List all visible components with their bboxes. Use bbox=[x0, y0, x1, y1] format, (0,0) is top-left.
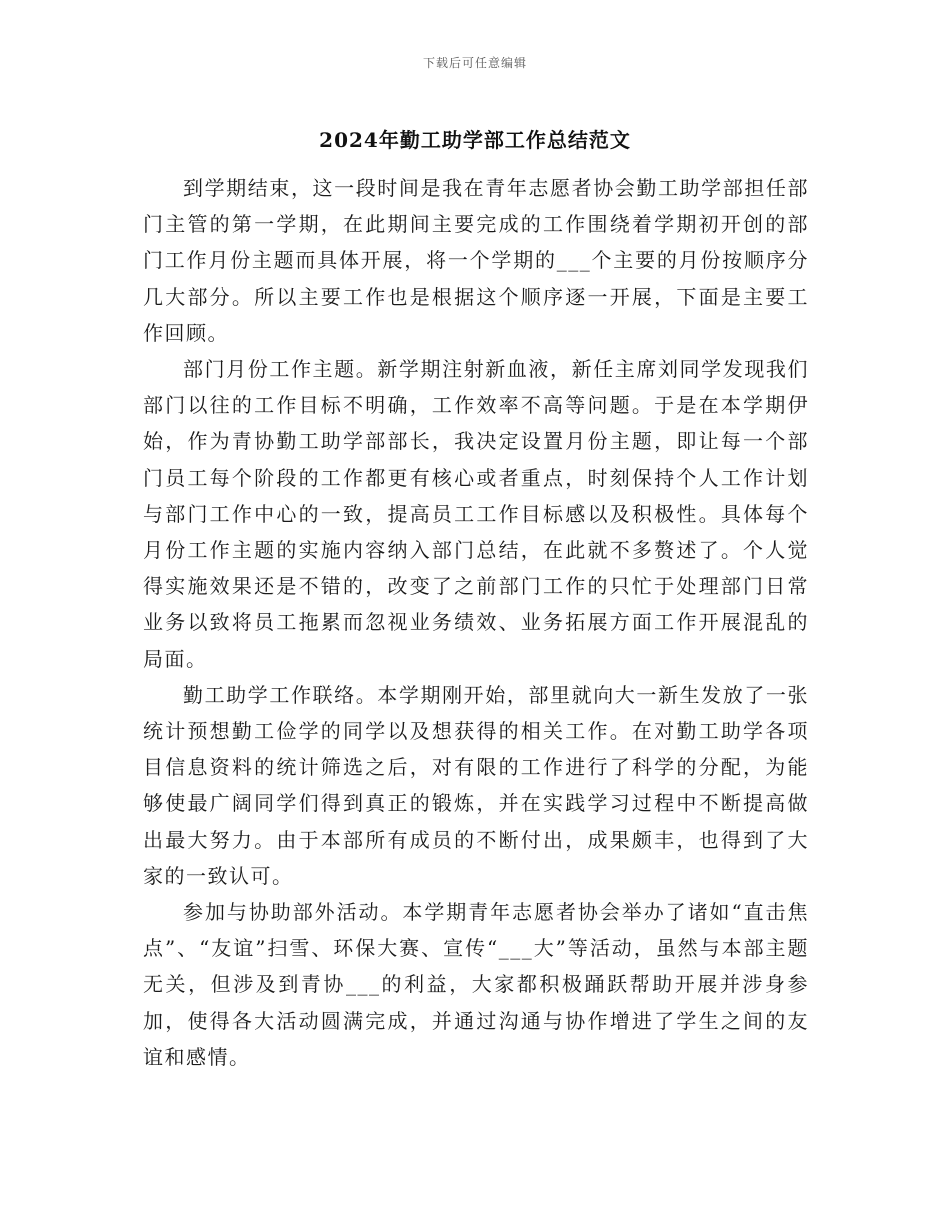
paragraph-4: 参加与协助部外活动。本学期青年志愿者协会举办了诸如“直击焦点”、“友谊”扫雪、环保大赛、宣传“___大”等活动，虽然与本部主题无关，但涉及到青协___的利益，大家都积极踊跃帮助开展并涉身参加，使得各大活动圆满完成，并通过沟通与协作增进了学生之间的友谊和感情。 bbox=[143, 900, 809, 1069]
document-title: 2024年勤工助学部工作总结范文 bbox=[319, 128, 631, 152]
header-note: 下载后可任意编辑 bbox=[422, 56, 527, 70]
paragraph-2: 部门月份工作主题。新学期注射新血液，新任主席刘同学发现我们部门以往的工作目标不明确，工作效率不高等问题。于是在本学期伊始，作为青协勤工助学部部长，我决定设置月份主题，即让每一个部门员工每个阶段的工作都更有核心或者重点，时刻保持个人工作计划与部门工作中心的一致，提高员工工作目标感以及积极性。具体每个月份工作主题的实施内容纳入部门总结，在此就不多赘述了。个人觉得实施效果还是不错的，改变了之前部门工作的只忙于处理部门日常业务以致将员工拖累而忽视业务绩效、业务拓展方面工作开展混乱的局面。 bbox=[143, 357, 809, 671]
paragraph-3: 勤工助学工作联络。本学期刚开始，部里就向大一新生发放了一张统计预想勤工俭学的同学以及想获得的相关工作。在对勤工助学各项目信息资料的统计筛选之后，对有限的工作进行了科学的分配，为能够使最广阔同学们得到真正的锻炼，并在实践学习过程中不断提高做出最大努力。由于本部所有成员的不断付出，成果颇丰，也得到了大家的一致认可。 bbox=[143, 682, 809, 888]
document-body bbox=[143, 170, 809, 1075]
paragraph-1: 到学期结束，这一段时间是我在青年志愿者协会勤工助学部担任部门主管的第一学期，在此期间主要完成的工作围绕着学期初开创的部门工作月份主题而具体开展，将一个学期的___个主要的月份按顺序分几大部分。所以主要工作也是根据这个顺序逐一开展，下面是主要工作回顾。 bbox=[143, 176, 809, 345]
